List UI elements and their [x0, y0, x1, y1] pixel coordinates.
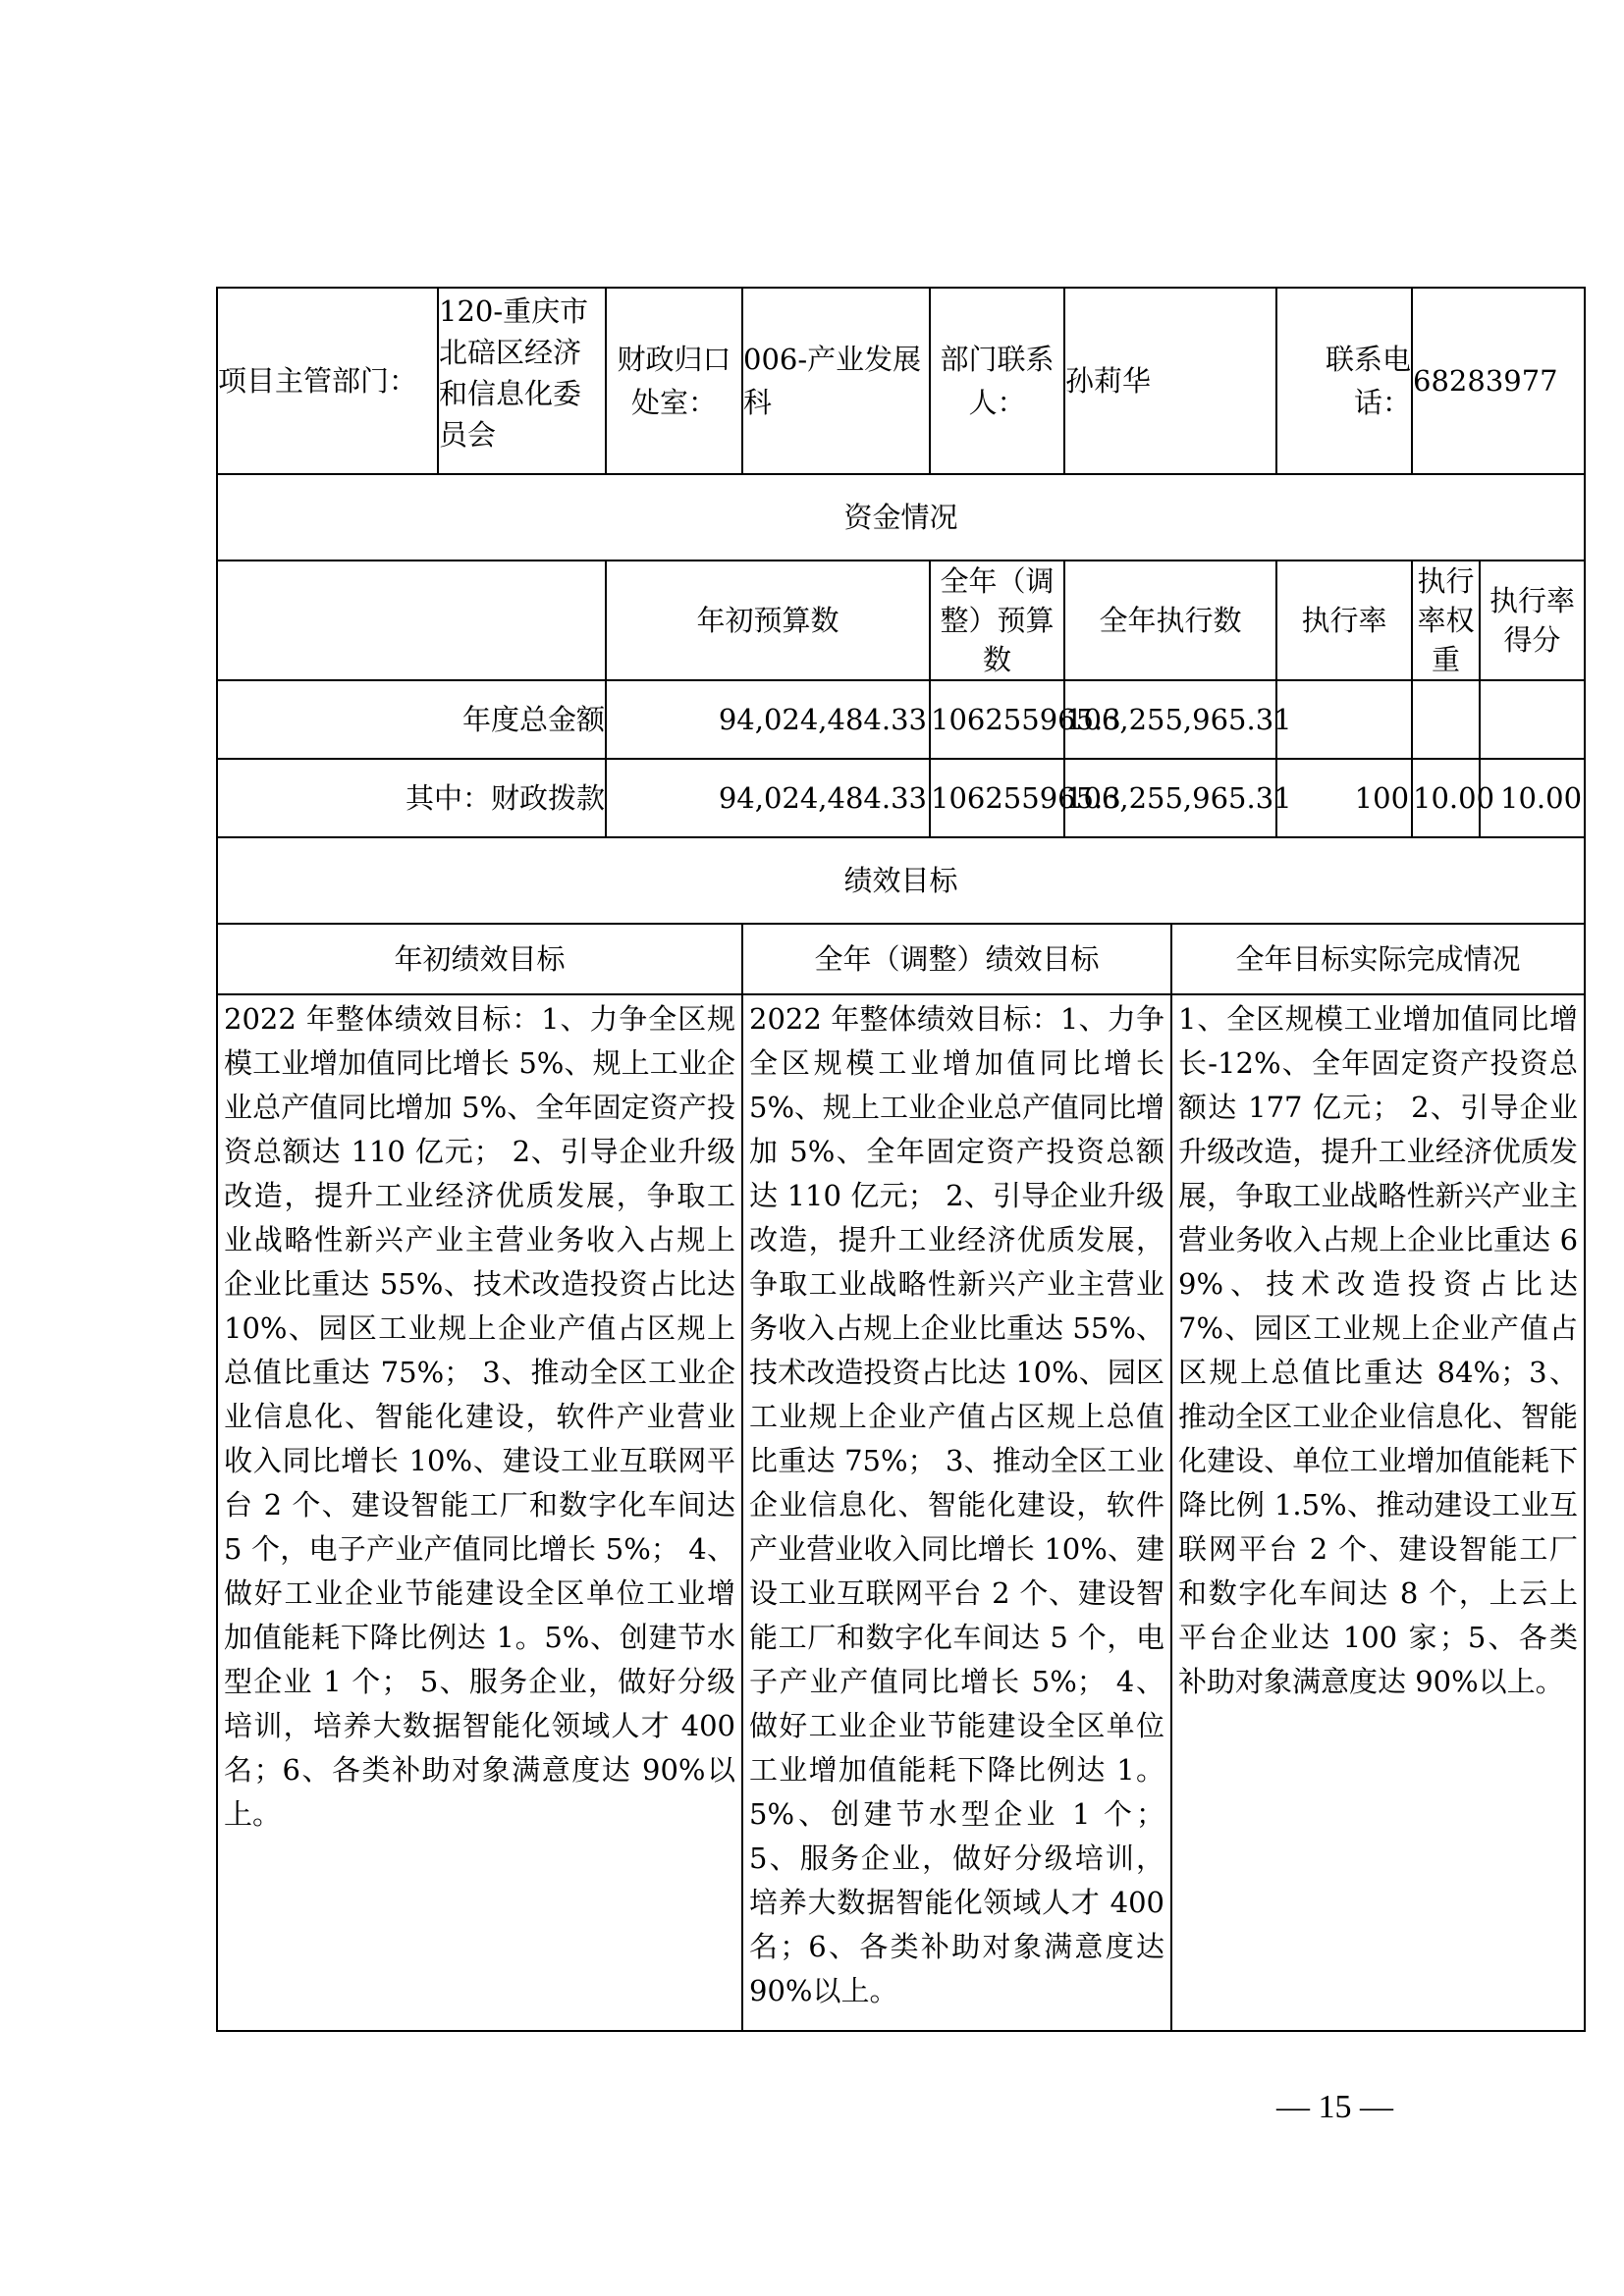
cell-executed: 106,255,965.31	[1064, 680, 1276, 759]
cell-initial: 94,024,484.33	[606, 680, 930, 759]
cell-weight: 10.00	[1412, 759, 1480, 837]
col-exec-rate: 执行率	[1276, 561, 1412, 680]
phone-label: 联系电话：	[1276, 288, 1412, 474]
col-rate-score: 执行率得分	[1480, 561, 1585, 680]
table-row	[217, 759, 1585, 837]
cell-rate: 100	[1276, 759, 1412, 837]
adjusted-goals-text: 2022 年整体绩效目标：1、力争全区规模工业增加值同比增长 5%、规上工业企业总产值同比增加 5%、全年固定资产投资总额达 110 亿元； 2、引导企业升级改造，提升工业经济优质发展，争取工业战略性新兴产业主营业务收入占规上企业比重达 55%、技术改造投资占比达 10%、园区工业规上企业产值占区规上总值比重达 75%； 3、推动全区工业企业信息化、智能化建设，软件产业营业收入同比增长 10%、建设工业互联网平台 2 个、建设智能工厂和数字化车间达 5 个，电子产业产值同比增长 5%； 4、做好工业企业节能建设全区单位工业增加值能耗下降比例达 1。5%、创建节水型企业 1 个； 5、服务企业，做好分级培训，培养大数据智能化领域人才 400 名；6、各类补助对象满意度达 90%以上。	[742, 994, 1171, 2031]
cell-weight	[1412, 680, 1480, 759]
row-label-fiscal: 其中：财政拨款	[217, 759, 606, 837]
col-initial-goals: 年初绩效目标	[217, 924, 742, 994]
col-adjusted-budget: 全年（调整）预算数	[930, 561, 1064, 680]
cell-adjusted: 106255965.3	[930, 680, 1064, 759]
dept-label: 项目主管部门：	[217, 288, 438, 474]
cell-score	[1480, 680, 1585, 759]
table-row	[217, 680, 1585, 759]
col-rate-weight: 执行率权重	[1412, 561, 1480, 680]
initial-goals-text: 2022 年整体绩效目标：1、力争全区规模工业增加值同比增长 5%、规上工业企业总产值同比增加 5%、全年固定资产投资总额达 110 亿元； 2、引导企业升级改造，提升工业经济优质发展，争取工业战略性新兴产业主营业务收入占规上企业比重达 55%、技术改造投资占比达 10%、园区工业规上企业产值占区规上总值比重达 75%； 3、推动全区工业企业信息化、智能化建设，软件产业营业收入同比增长 10%、建设工业互联网平台 2 个、建设智能工厂和数字化车间达 5 个，电子产业产值同比增长 5%； 4、做好工业企业节能建设全区单位工业增加值能耗下降比例达 1。5%、创建节水型企业 1 个； 5、服务企业，做好分级培训，培养大数据智能化领域人才 400 名；6、各类补助对象满意度达 90%以上。	[217, 994, 742, 2031]
finance-label: 财政归口处室：	[606, 288, 742, 474]
col-initial-budget: 年初预算数	[606, 561, 930, 680]
cell-adjusted: 106255965.3	[930, 759, 1064, 837]
cell-score: 10.00	[1480, 759, 1585, 837]
cell-initial: 94,024,484.33	[606, 759, 930, 837]
row-label-total: 年度总金额	[217, 680, 606, 759]
col-adjusted-goals: 全年（调整）绩效目标	[742, 924, 1171, 994]
funds-section-title: 资金情况	[217, 474, 1585, 561]
page-number: — 15 —	[1276, 2089, 1393, 2125]
phone-value: 68283977	[1412, 288, 1585, 474]
finance-value: 006-产业发展科	[742, 288, 930, 474]
col-actual-completion: 全年目标实际完成情况	[1171, 924, 1585, 994]
cell-rate	[1276, 680, 1412, 759]
cell-executed: 106,255,965.31	[1064, 759, 1276, 837]
performance-table	[216, 287, 1586, 2032]
col-executed: 全年执行数	[1064, 561, 1276, 680]
contact-label: 部门联系人：	[930, 288, 1064, 474]
funds-header-blank	[217, 561, 606, 680]
actual-completion-text: 1、全区规模工业增加值同比增长-12%、全年固定资产投资总额达 177 亿元； 2、引导企业升级改造，提升工业经济优质发展，争取工业战略性新兴产业主营业务收入占规上企业比重达 69%、技术改造投资占比达 7%、园区工业规上企业产值占区规上总值比重达 84%；3、推动全区工业企业信息化、智能化建设、单位工业增加值能耗下降比例 1.5%、推动建设工业互联网平台 2 个、建设智能工厂和数字化车间达 8 个，上云上平台企业达 100 家；5、各类补助对象满意度达 90%以上。	[1171, 994, 1585, 2031]
contact-value: 孙莉华	[1064, 288, 1276, 474]
goals-section-title: 绩效目标	[217, 837, 1585, 924]
dept-value: 120-重庆市北碚区经济和信息化委员会	[438, 288, 606, 474]
